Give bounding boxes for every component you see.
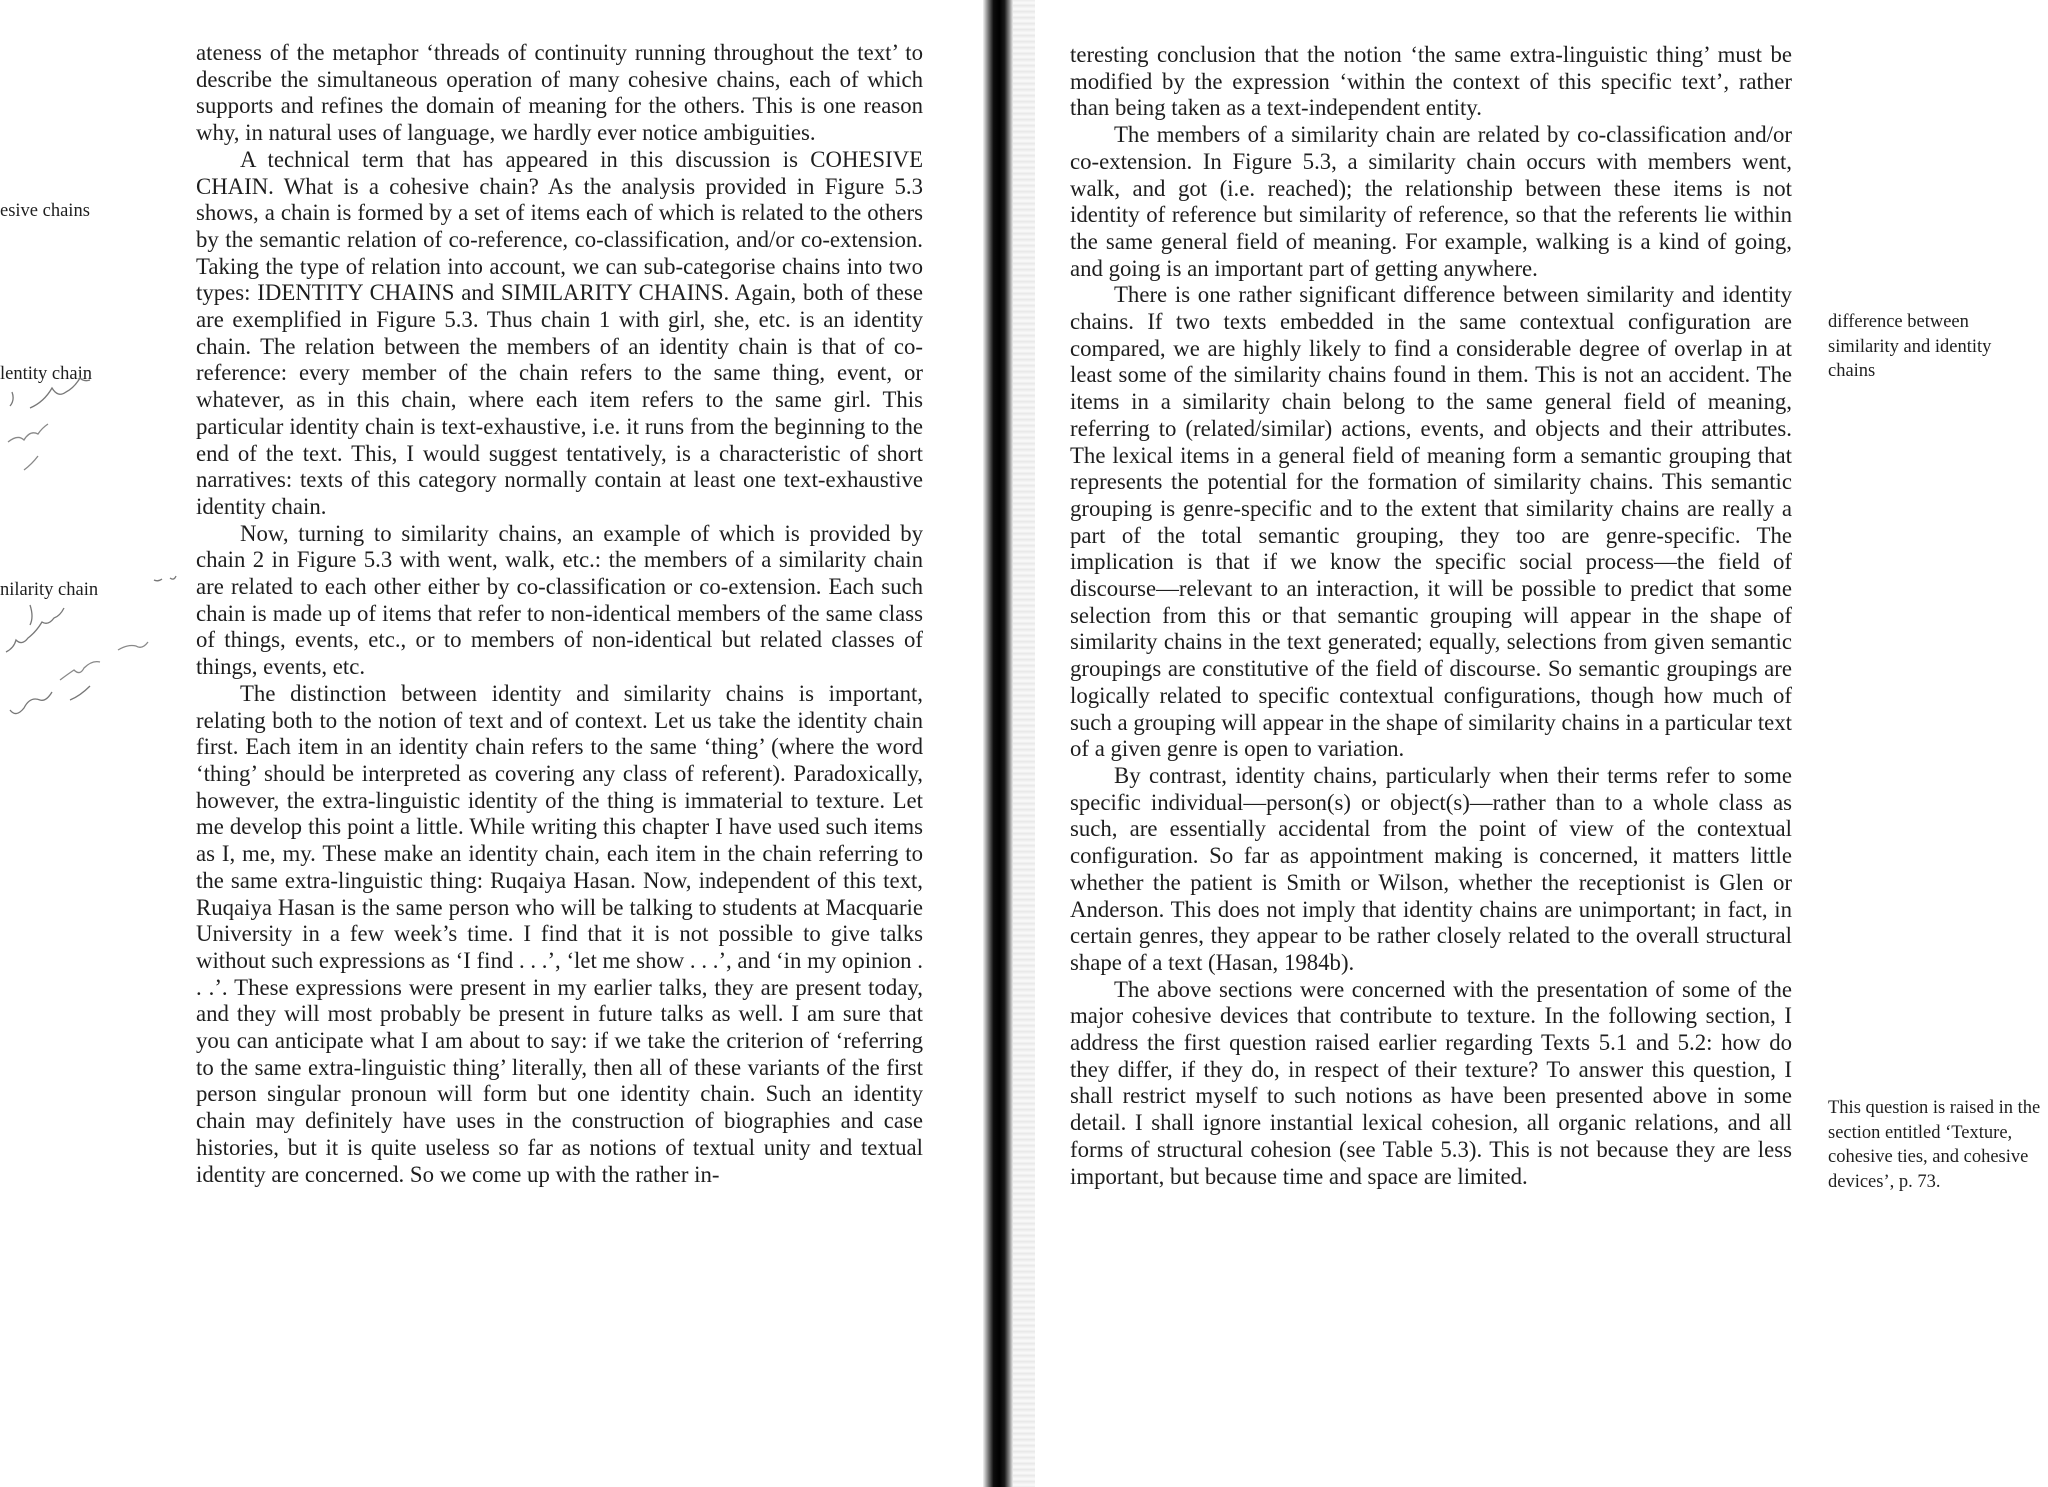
margin-note-similarity-chain: nilarity chain (0, 580, 99, 600)
paragraph: Now, turning to similarity chains, an example of which is provided by chain 2 in Figure 5.3 with went, walk, etc.: the members of a similarity chain are related to each other either by co-classification or co-extension. Each such chain is made up of items that refer to non-identical members of the same class of things, events, etc., or to members of non-identical but related classes of things, events, etc. (196, 520, 923, 680)
paragraph: The members of a similarity chain are related by co-classification and/or co-extension. In Figure 5.3, a similarity chain occurs with members went, walk, and got (i.e. reached); the relationship between these items is not identity of reference but similarity of reference, so that the referents lie within the same general field of meaning. For example, walking is a kind of going, and going is an important part of getting anywhere. (1070, 122, 1792, 281)
margin-note-cohesive-chains: esive chains (0, 201, 90, 221)
paragraph: The above sections were concerned with the presentation of some of the major cohesive devices that contribute to texture. In the following section, I address the first question raised earlier regarding Texts 5.1 and 5.2: how do they differ, if they do, in respect of their texture? To answer this question, I shall restrict myself to such notions as have been presented above in some detail. I shall ignore instantial lexical cohesion, all organic relations, and all forms of structural cohesion (see Table 5.3). This is not because they are less important, but because time and space are limited. (1070, 976, 1792, 1189)
right-text-column (1070, 42, 1792, 1190)
margin-note-difference: difference between similarity and identity chains (1828, 312, 1992, 381)
margin-note-identity-chain: lentity chain (0, 364, 92, 384)
left-page (0, 0, 985, 1487)
margin-note-question-raised: This question is raised in the section entitled ‘Texture, cohesive ties, and cohesive devices’, p. 73. (1828, 1098, 2041, 1192)
handwritten-annotations (0, 0, 190, 760)
paragraph: The distinction between identity and similarity chains is important, relating both to the notion of text and of context. Let us take the identity chain first. Each item in an identity chain refers to the same ‘thing’ (where the word ‘thing’ should be interpreted as covering any class of referent). Paradoxically, however, the extra-linguistic identity of the thing is immaterial to texture. Let me develop this point a little. While writing this chapter I have used such items as I, me, my. These make an identity chain, each item in the chain referring to the same extra-linguistic thing: Ruqaiya Hasan. Now, independent of this text, Ruqaiya Hasan is the same person who will be talking to students at Macquarie University in a few week’s time. I find that it is not possible to give talks without such expressions as ‘I find . . .’, ‘let me show . . .’, and ‘in my opinion . . .’. These expressions were present in my earlier talks, they are present today, and they will most probably be present in future talks as well. I am sure that you can anticipate what I am about to say: if we take the criterion of ‘referring to the same extra-linguistic thing’ literally, then all of these variants of the first person singular pronoun will form but one identity chain. Such an identity chain may definitely have uses in the construction of biographies and case histories, but it is quite useless so far as notions of textual unity and textual identity are concerned. So we come up with the rather in- (196, 680, 923, 1187)
paragraph: A technical term that has appeared in this discussion is COHESIVE CHAIN. What is a cohesive chain? As the analysis provided in Figure 5.3 shows, a chain is formed by a set of items each of which is related to the others by the semantic relation of co-reference, co-classification, and/or co-extension. Taking the type of relation into account, we can sub-categorise chains into two types: IDENTITY CHAINS and SIMILARITY CHAINS. Again, both of these are exemplified in Figure 5.3. Thus chain 1 with girl, she, etc. is an identity chain. The relation between the members of an identity chain is that of co-reference: every member of the chain refers to the same thing, event, or whatever, as in this chain, where each item refers to the same girl. This particular identity chain is text-exhaustive, i.e. it runs from the beginning to the end of the text. This, I would suggest tentatively, is a characteristic of short narratives: texts of this category normally contain at least one text-exhaustive identity chain. (196, 146, 923, 519)
paragraph: There is one rather significant difference between similarity and identity chains. If two texts embedded in the same contextual configuration are compared, we are highly likely to find a considerable degree of overlap in at least some of the similarity chains found in them. This is not an accident. The items in a similarity chain belong to the same general field of meaning, referring to (related/similar) actions, events, and objects and their attributes. The lexical items in a general field of meaning form a semantic grouping that represents the potential for the formation of similarity chains. This semantic grouping is genre-specific and to the extent that similarity chains are really a part of the total semantic grouping, they too are genre-specific. The implication is that if we know the specific social process—the field of discourse—relevant to an interaction, it will be possible to predict that some selection from this or that semantic grouping will appear in the shape of similarity chains in the text generated; equally, selections from given semantic groupings are constitutive of the field of discourse. So semantic groupings are logically related to specific contextual configurations, though how much of such a grouping will appear in the shape of similarity chains in a particular text of a given genre is open to variation. (1070, 282, 1792, 762)
paragraph: ateness of the metaphor ‘threads of continuity running throughout the text’ to describe the simultaneous operation of many cohesive chains, each of which supports and refines the domain of meaning for the others. This is one reason why, in natural uses of language, we hardly ever notice ambiguities. (196, 40, 923, 146)
paragraph: teresting conclusion that the notion ‘the same extra-linguistic thing’ must be modified by the expression ‘within the context of this specific text’, rather than being taken as a text-independent entity. (1070, 42, 1792, 121)
paragraph: By contrast, identity chains, particularly when their terms refer to some specific individual—person(s) or object(s)—rather than to a whole class as such, are essentially accidental from the point of view of the contextual configuration. So far as appointment making is concerned, it matters little whether the patient is Smith or Wilson, whether the receptionist is Glen or Anderson. This does not imply that identity chains are unimportant; in fact, in certain genres, they appear to be rather closely related to the overall structural shape of a text (Hasan, 1984b). (1070, 762, 1792, 975)
right-page (1000, 0, 2048, 1487)
left-text-column (196, 40, 923, 1188)
